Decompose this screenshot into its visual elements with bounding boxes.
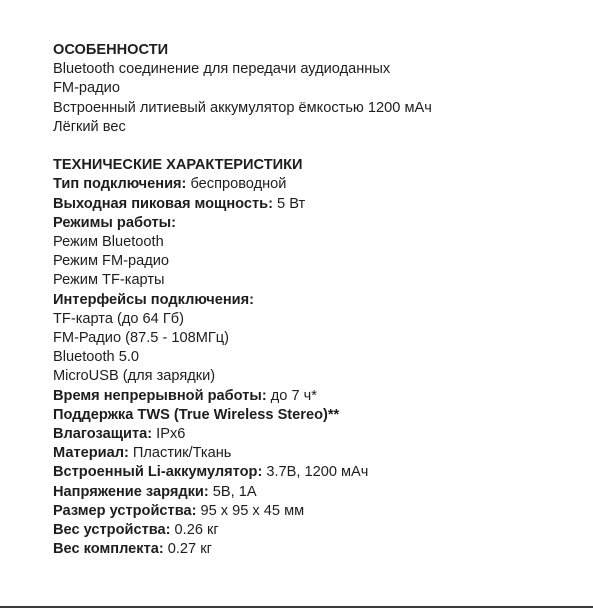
section-gap (53, 137, 583, 156)
spec-label: Встроенный Li-аккумулятор: (53, 464, 263, 481)
spec-modes-label: Режимы работы: (53, 214, 176, 231)
spec-connection-type (53, 175, 583, 194)
spec-label: Вес устройства: (53, 522, 171, 539)
spec-label: Выходная пиковая мощность: (53, 195, 273, 212)
spec-material (53, 444, 583, 463)
spec-value: беспроводной (186, 176, 287, 193)
spec-device-weight (53, 521, 583, 540)
mode-item: Режим TF-карты (53, 272, 165, 289)
spec-label: Материал: (53, 445, 129, 462)
spec-peak-power (53, 195, 583, 214)
feature-item: Bluetooth соединение для передачи аудиоданных (53, 61, 391, 78)
spec-battery (53, 463, 583, 482)
spec-label: Размер устройства: (53, 502, 197, 519)
spec-label: Тип подключения: (53, 176, 187, 193)
specs-heading: ТЕХНИЧЕСКИЕ ХАРАКТЕРИСТИКИ (53, 157, 303, 174)
spec-kit-weight (53, 540, 583, 559)
spec-size (53, 502, 583, 521)
spec-label: Напряжение зарядки: (53, 483, 209, 500)
spec-value: 5В, 1А (208, 483, 257, 500)
interface-item: FM-Радио (87.5 - 108МГц) (53, 330, 229, 347)
spec-label: Вес комплекта: (53, 541, 164, 558)
spec-value: 5 Вт (272, 195, 306, 212)
features-heading: ОСОБЕННОСТИ (53, 42, 169, 58)
spec-interfaces-label: Интерфейсы подключения: (53, 291, 254, 308)
spec-value: 0.26 кг (170, 522, 219, 539)
interface-item: TF-карта (до 64 Гб) (53, 310, 184, 327)
interface-item: MicroUSB (для зарядки) (53, 368, 216, 385)
spec-value: до 7 ч* (266, 387, 317, 404)
spec-tws: Поддержка TWS (True Wireless Stereo)** (53, 406, 340, 423)
spec-charging-voltage (53, 483, 583, 502)
feature-item: FM-радио (53, 80, 120, 97)
mode-item: Режим Bluetooth (53, 234, 164, 251)
spec-value: 0.27 кг (163, 541, 212, 558)
spec-water-protection (53, 425, 583, 444)
spec-value: Пластик/Ткань (128, 445, 232, 462)
spec-value: 3.7В, 1200 мАч (262, 464, 369, 481)
spec-label: Время непрерывной работы: (53, 387, 267, 404)
spec-runtime (53, 387, 583, 406)
spec-value: 95 х 95 х 45 мм (196, 502, 305, 519)
feature-item: Лёгкий вес (53, 118, 126, 135)
spec-sheet (53, 41, 583, 559)
spec-label: Влагозащита: (53, 426, 153, 443)
interface-item: Bluetooth 5.0 (53, 349, 140, 366)
spec-value: IPx6 (152, 426, 186, 443)
feature-item: Встроенный литиевый аккумулятор ёмкостью 1200 мАч (53, 99, 432, 116)
mode-item: Режим FM-радио (53, 253, 169, 270)
